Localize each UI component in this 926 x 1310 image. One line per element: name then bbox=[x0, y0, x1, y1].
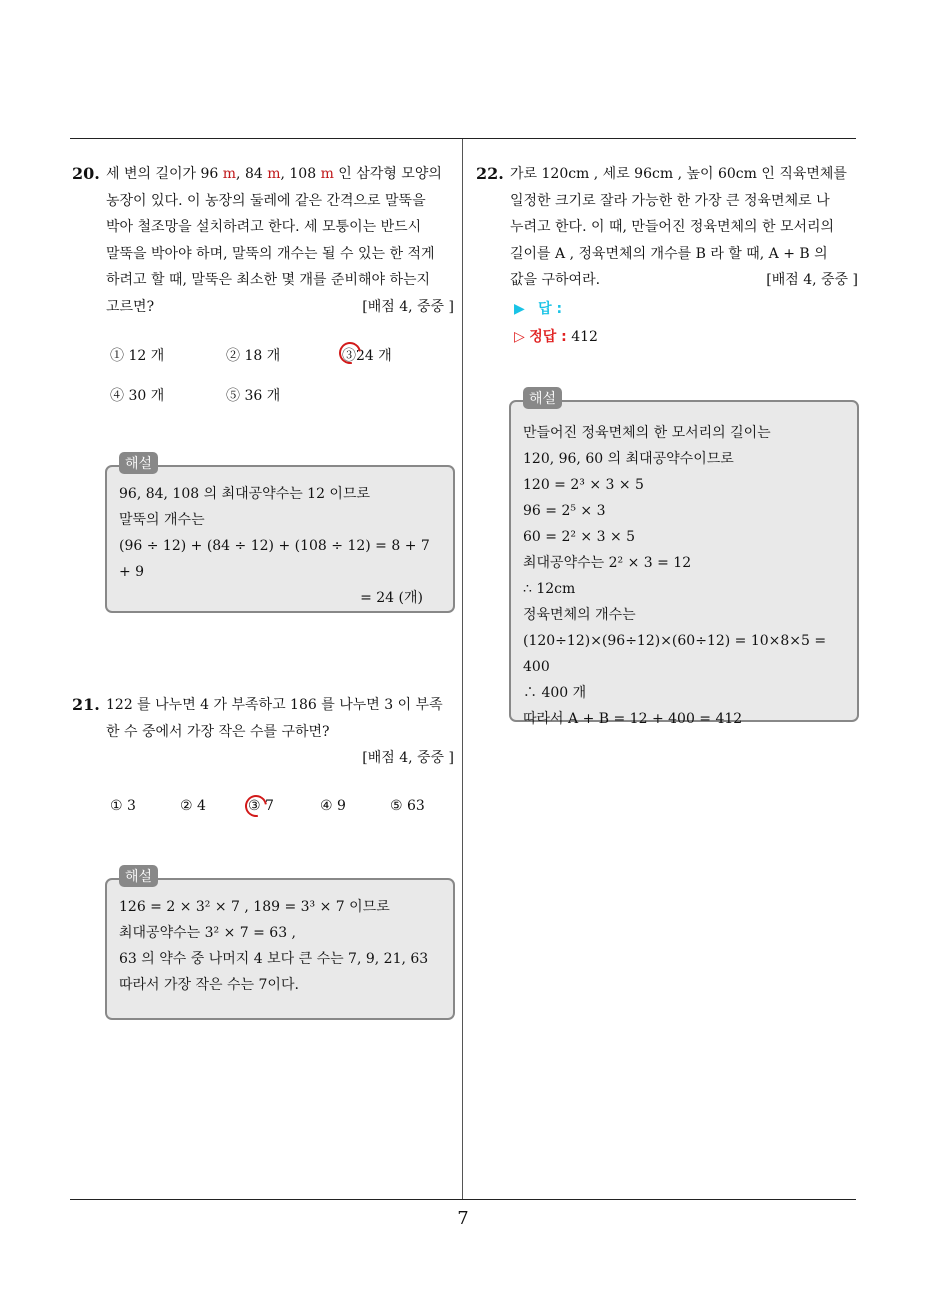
explanation-body bbox=[119, 481, 443, 611]
explanation-line: (96 ÷ 12) + (84 ÷ 12) + (108 ÷ 12) = 8 + 7 + 9 bbox=[119, 538, 430, 580]
question-line: 말뚝을 박아야 하며, 말뚝의 개수는 될 수 있는 한 적게 bbox=[106, 245, 435, 262]
explanation-body bbox=[119, 894, 443, 998]
choice-5[interactable]: ⑤ 63 bbox=[390, 798, 425, 814]
bottom-rule bbox=[70, 1199, 856, 1200]
choice-4[interactable]: ④ 30 개 bbox=[110, 388, 165, 404]
hollow-triangle-icon: ▷ bbox=[514, 329, 525, 345]
question-line: 농장이 있다. 이 농장의 둘레에 같은 간격으로 말뚝을 bbox=[106, 192, 426, 209]
question-text bbox=[106, 161, 454, 320]
question-line: 박아 철조망을 설치하려고 한다. 세 모퉁이는 반드시 bbox=[106, 219, 422, 235]
question-line: 세 변의 길이가 96 m, 84 m, 108 m 인 삼각형 모양의 bbox=[106, 166, 442, 182]
explanation-box-20 bbox=[105, 456, 455, 613]
question-line: 한 수 중에서 가장 작은 수를 구하면? bbox=[106, 723, 330, 740]
explanation-line: 120 = 2³ × 3 × 5 bbox=[523, 477, 644, 493]
explanation-line: 63 의 약수 중 나머지 4 보다 큰 수는 7, 9, 21, 63 bbox=[119, 951, 429, 967]
choice-4[interactable]: ④ 9 bbox=[320, 798, 346, 814]
question-text bbox=[106, 692, 454, 772]
page-number: 7 bbox=[457, 1208, 469, 1229]
question-text bbox=[510, 161, 858, 294]
question-line: 누려고 한다. 이 때, 만들어진 정육면체의 한 모서리의 bbox=[510, 219, 835, 235]
correct-value: 412 bbox=[571, 329, 598, 345]
explanation-line: = 24 (개) bbox=[360, 590, 423, 606]
explanation-line: ∴ 12cm bbox=[523, 581, 576, 597]
question-number: 21. bbox=[72, 695, 100, 714]
question-line: 고르면? bbox=[106, 298, 155, 315]
explanation-tag: 해설 bbox=[119, 865, 158, 887]
question-line: 값을 구하여라. bbox=[510, 272, 601, 288]
choices-21 bbox=[110, 798, 450, 822]
choice-1[interactable]: ① 3 bbox=[110, 798, 136, 814]
explanation-line: 126 = 2 × 3² × 7 , 189 = 3³ × 7 이므로 bbox=[119, 899, 390, 915]
explanation-tag: 해설 bbox=[523, 387, 562, 409]
explanation-line: 만들어진 정육면체의 한 모서리의 길이는 bbox=[523, 425, 771, 441]
score-label: [배점 4, 중중 ] bbox=[362, 298, 454, 315]
explanation-line: 따라서 A + B = 12 + 400 = 412 bbox=[523, 711, 743, 727]
explanation-box-22 bbox=[509, 391, 859, 727]
question-number: 22. bbox=[476, 164, 504, 183]
explanation-line: 96 = 2⁵ × 3 bbox=[523, 503, 606, 519]
answer-label: 답 : bbox=[538, 301, 563, 317]
question-line: 가로 120cm , 세로 96cm , 높이 60cm 인 직육면체를 bbox=[510, 166, 847, 182]
score-label: [배점 4, 중중 ] bbox=[766, 272, 858, 288]
top-rule bbox=[70, 138, 856, 139]
explanation-line: (120÷12)×(96÷12)×(60÷12) = 10×8×5 = 400 bbox=[523, 633, 827, 675]
choice-3-selected[interactable]: ③ 7 bbox=[248, 798, 274, 814]
explanation-tag: 해설 bbox=[119, 452, 158, 474]
correct-answer-line bbox=[514, 326, 598, 346]
explanation-line: 따라서 가장 작은 수는 7이다. bbox=[119, 977, 299, 993]
explanation-line: 최대공약수는 3² × 7 = 63 , bbox=[119, 925, 296, 941]
choice-2[interactable]: ② 18 개 bbox=[226, 348, 281, 364]
explanation-line: 정육면체의 개수는 bbox=[523, 607, 636, 623]
explanation-line: 96, 84, 108 의 최대공약수는 12 이므로 bbox=[119, 486, 371, 502]
explanation-line: 60 = 2² × 3 × 5 bbox=[523, 529, 636, 545]
explanation-line: ∴ 400 개 bbox=[523, 685, 587, 701]
question-20 bbox=[72, 161, 454, 320]
question-line: 길이를 A , 정육면체의 개수를 B 라 할 때, A + B 의 bbox=[510, 245, 828, 262]
question-line: 하려고 할 때, 말뚝은 최소한 몇 개를 준비해야 하는지 bbox=[106, 272, 431, 288]
explanation-line: 최대공약수는 2² × 3 = 12 bbox=[523, 555, 692, 571]
question-21 bbox=[72, 692, 454, 772]
column-divider bbox=[462, 139, 463, 1200]
choice-5[interactable]: ⑤ 36 개 bbox=[226, 388, 281, 404]
choice-1[interactable]: ① 12 개 bbox=[110, 348, 165, 364]
question-22 bbox=[476, 161, 858, 294]
question-line: 일정한 크기로 잘라 가능한 한 가장 큰 정육면체로 나 bbox=[510, 192, 830, 209]
play-triangle-icon: ▶ bbox=[514, 301, 525, 317]
correct-label: 정답 : bbox=[529, 329, 567, 345]
choice-2[interactable]: ② 4 bbox=[180, 798, 206, 814]
choice-3-selected[interactable]: ③24 개 bbox=[342, 345, 392, 365]
question-line: 122 를 나누면 4 가 부족하고 186 를 나누면 3 이 부족 bbox=[106, 697, 443, 713]
answer-circle-mark bbox=[241, 791, 272, 822]
answer-line bbox=[514, 298, 562, 318]
explanation-line: 말뚝의 개수는 bbox=[119, 512, 205, 528]
choices-20 bbox=[110, 345, 450, 405]
score-label: [배점 4, 중중 ] bbox=[362, 750, 454, 766]
question-number: 20. bbox=[72, 164, 100, 183]
explanation-body bbox=[523, 420, 847, 732]
explanation-line: 120, 96, 60 의 최대공약수이므로 bbox=[523, 451, 734, 467]
explanation-box-21 bbox=[105, 869, 455, 1020]
